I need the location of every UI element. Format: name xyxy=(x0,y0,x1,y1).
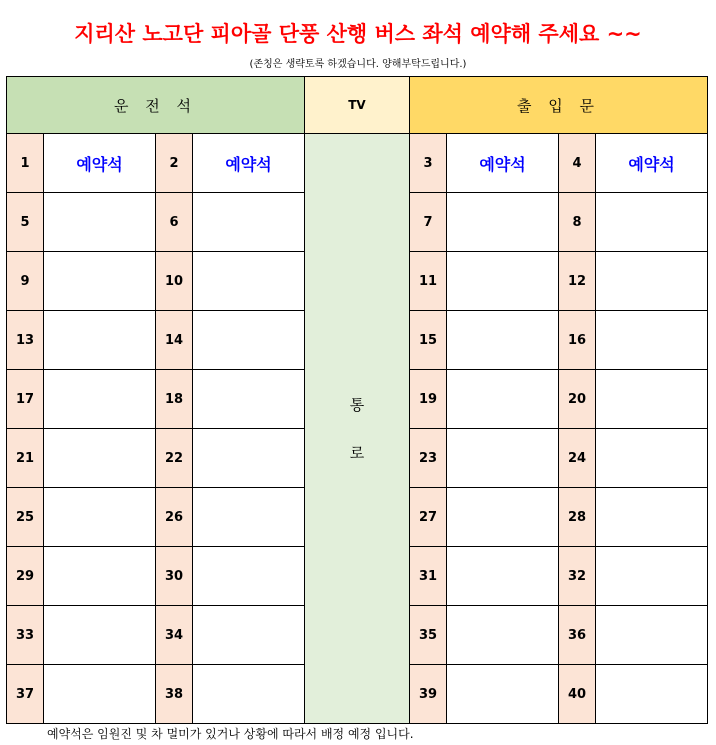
seat-reservation-cell[interactable] xyxy=(193,665,305,724)
seat-number: 32 xyxy=(559,547,596,606)
seat-number: 26 xyxy=(156,488,193,547)
seat-number: 34 xyxy=(156,606,193,665)
seat-number: 2 xyxy=(156,134,193,193)
seat-number: 12 xyxy=(559,252,596,311)
seat-reservation-cell[interactable] xyxy=(447,370,559,429)
seat-number: 10 xyxy=(156,252,193,311)
seat-number: 11 xyxy=(410,252,447,311)
seat-reservation-cell[interactable] xyxy=(193,193,305,252)
seat-reservation-cell[interactable] xyxy=(447,665,559,724)
seat-number: 31 xyxy=(410,547,447,606)
seat-number: 36 xyxy=(559,606,596,665)
seat-reservation-cell[interactable] xyxy=(44,606,156,665)
seat-reservation-cell[interactable] xyxy=(596,370,708,429)
seat-reservation-cell[interactable] xyxy=(447,429,559,488)
seat-number: 4 xyxy=(559,134,596,193)
seat-number: 15 xyxy=(410,311,447,370)
seat-reservation-cell[interactable] xyxy=(193,252,305,311)
seat-number: 19 xyxy=(410,370,447,429)
seat-number: 20 xyxy=(559,370,596,429)
seat-number: 29 xyxy=(7,547,44,606)
driver-seat-header: 운 전 석 xyxy=(7,77,305,134)
seat-number: 25 xyxy=(7,488,44,547)
footer-note: 예약석은 임원진 및 차 멀미가 있거나 상황에 따라서 배정 예정 입니다. xyxy=(47,727,414,741)
seat-number: 39 xyxy=(410,665,447,724)
seat-reservation-cell[interactable] xyxy=(44,370,156,429)
seat-reservation-cell[interactable] xyxy=(44,193,156,252)
seat-number: 6 xyxy=(156,193,193,252)
seat-number: 37 xyxy=(7,665,44,724)
aisle xyxy=(305,134,410,724)
seat-reservation-cell[interactable] xyxy=(44,665,156,724)
seat-reservation-cell[interactable] xyxy=(596,665,708,724)
seat-reservation-cell[interactable] xyxy=(44,252,156,311)
seat-number: 13 xyxy=(7,311,44,370)
seat-number: 7 xyxy=(410,193,447,252)
seat-reservation-cell[interactable] xyxy=(596,547,708,606)
seat-number: 40 xyxy=(559,665,596,724)
seat-reservation-cell[interactable] xyxy=(447,193,559,252)
seat-number: 3 xyxy=(410,134,447,193)
seat-number: 33 xyxy=(7,606,44,665)
seat-number: 1 xyxy=(7,134,44,193)
seat-reservation-cell[interactable] xyxy=(447,488,559,547)
seat-reservation-cell[interactable] xyxy=(44,488,156,547)
seat-reservation-cell[interactable]: 예약석 xyxy=(596,134,708,193)
seat-number: 17 xyxy=(7,370,44,429)
seat-reservation-cell[interactable] xyxy=(447,311,559,370)
seat-number: 8 xyxy=(559,193,596,252)
seat-reservation-cell[interactable] xyxy=(596,311,708,370)
seat-reservation-cell[interactable] xyxy=(596,606,708,665)
seat-reservation-cell[interactable] xyxy=(596,252,708,311)
seat-number: 14 xyxy=(156,311,193,370)
seat-reservation-cell[interactable]: 예약석 xyxy=(193,134,305,193)
seat-reservation-cell[interactable] xyxy=(193,429,305,488)
seat-number: 27 xyxy=(410,488,447,547)
seat-number: 22 xyxy=(156,429,193,488)
page-subtitle: (존칭은 생략토록 하겠습니다. 양해부탁드립니다.) xyxy=(249,59,467,70)
seat-reservation-cell[interactable] xyxy=(596,193,708,252)
aisle-label-line2: 로 xyxy=(349,443,365,462)
seat-reservation-cell[interactable] xyxy=(193,606,305,665)
seat-reservation-cell[interactable] xyxy=(44,547,156,606)
seat-chart xyxy=(6,76,708,724)
seat-reservation-cell[interactable]: 예약석 xyxy=(447,134,559,193)
seat-reservation-cell[interactable] xyxy=(193,488,305,547)
door-header: 출 입 문 xyxy=(410,77,708,134)
seat-number: 23 xyxy=(410,429,447,488)
seat-number: 18 xyxy=(156,370,193,429)
seat-number: 30 xyxy=(156,547,193,606)
seat-reservation-cell[interactable] xyxy=(447,606,559,665)
page-title: 지리산 노고단 피아골 단풍 산행 버스 좌석 예약해 주세요 ~~ xyxy=(74,22,642,46)
seat-reservation-cell[interactable] xyxy=(193,311,305,370)
seat-number: 16 xyxy=(559,311,596,370)
seat-reservation-cell[interactable] xyxy=(44,311,156,370)
seat-number: 9 xyxy=(7,252,44,311)
seat-row xyxy=(7,134,708,193)
seat-reservation-cell[interactable] xyxy=(596,429,708,488)
seat-number: 38 xyxy=(156,665,193,724)
tv-header: TV xyxy=(305,77,410,134)
seat-number: 5 xyxy=(7,193,44,252)
seat-reservation-cell[interactable]: 예약석 xyxy=(44,134,156,193)
seat-number: 24 xyxy=(559,429,596,488)
aisle-label-line1: 통 xyxy=(349,395,365,414)
seat-number: 35 xyxy=(410,606,447,665)
seat-number: 28 xyxy=(559,488,596,547)
seat-reservation-cell[interactable] xyxy=(193,370,305,429)
seat-reservation-cell[interactable] xyxy=(447,252,559,311)
seat-number: 21 xyxy=(7,429,44,488)
seat-reservation-cell[interactable] xyxy=(447,547,559,606)
seat-reservation-cell[interactable] xyxy=(44,429,156,488)
seat-reservation-cell[interactable] xyxy=(596,488,708,547)
seat-reservation-cell[interactable] xyxy=(193,547,305,606)
